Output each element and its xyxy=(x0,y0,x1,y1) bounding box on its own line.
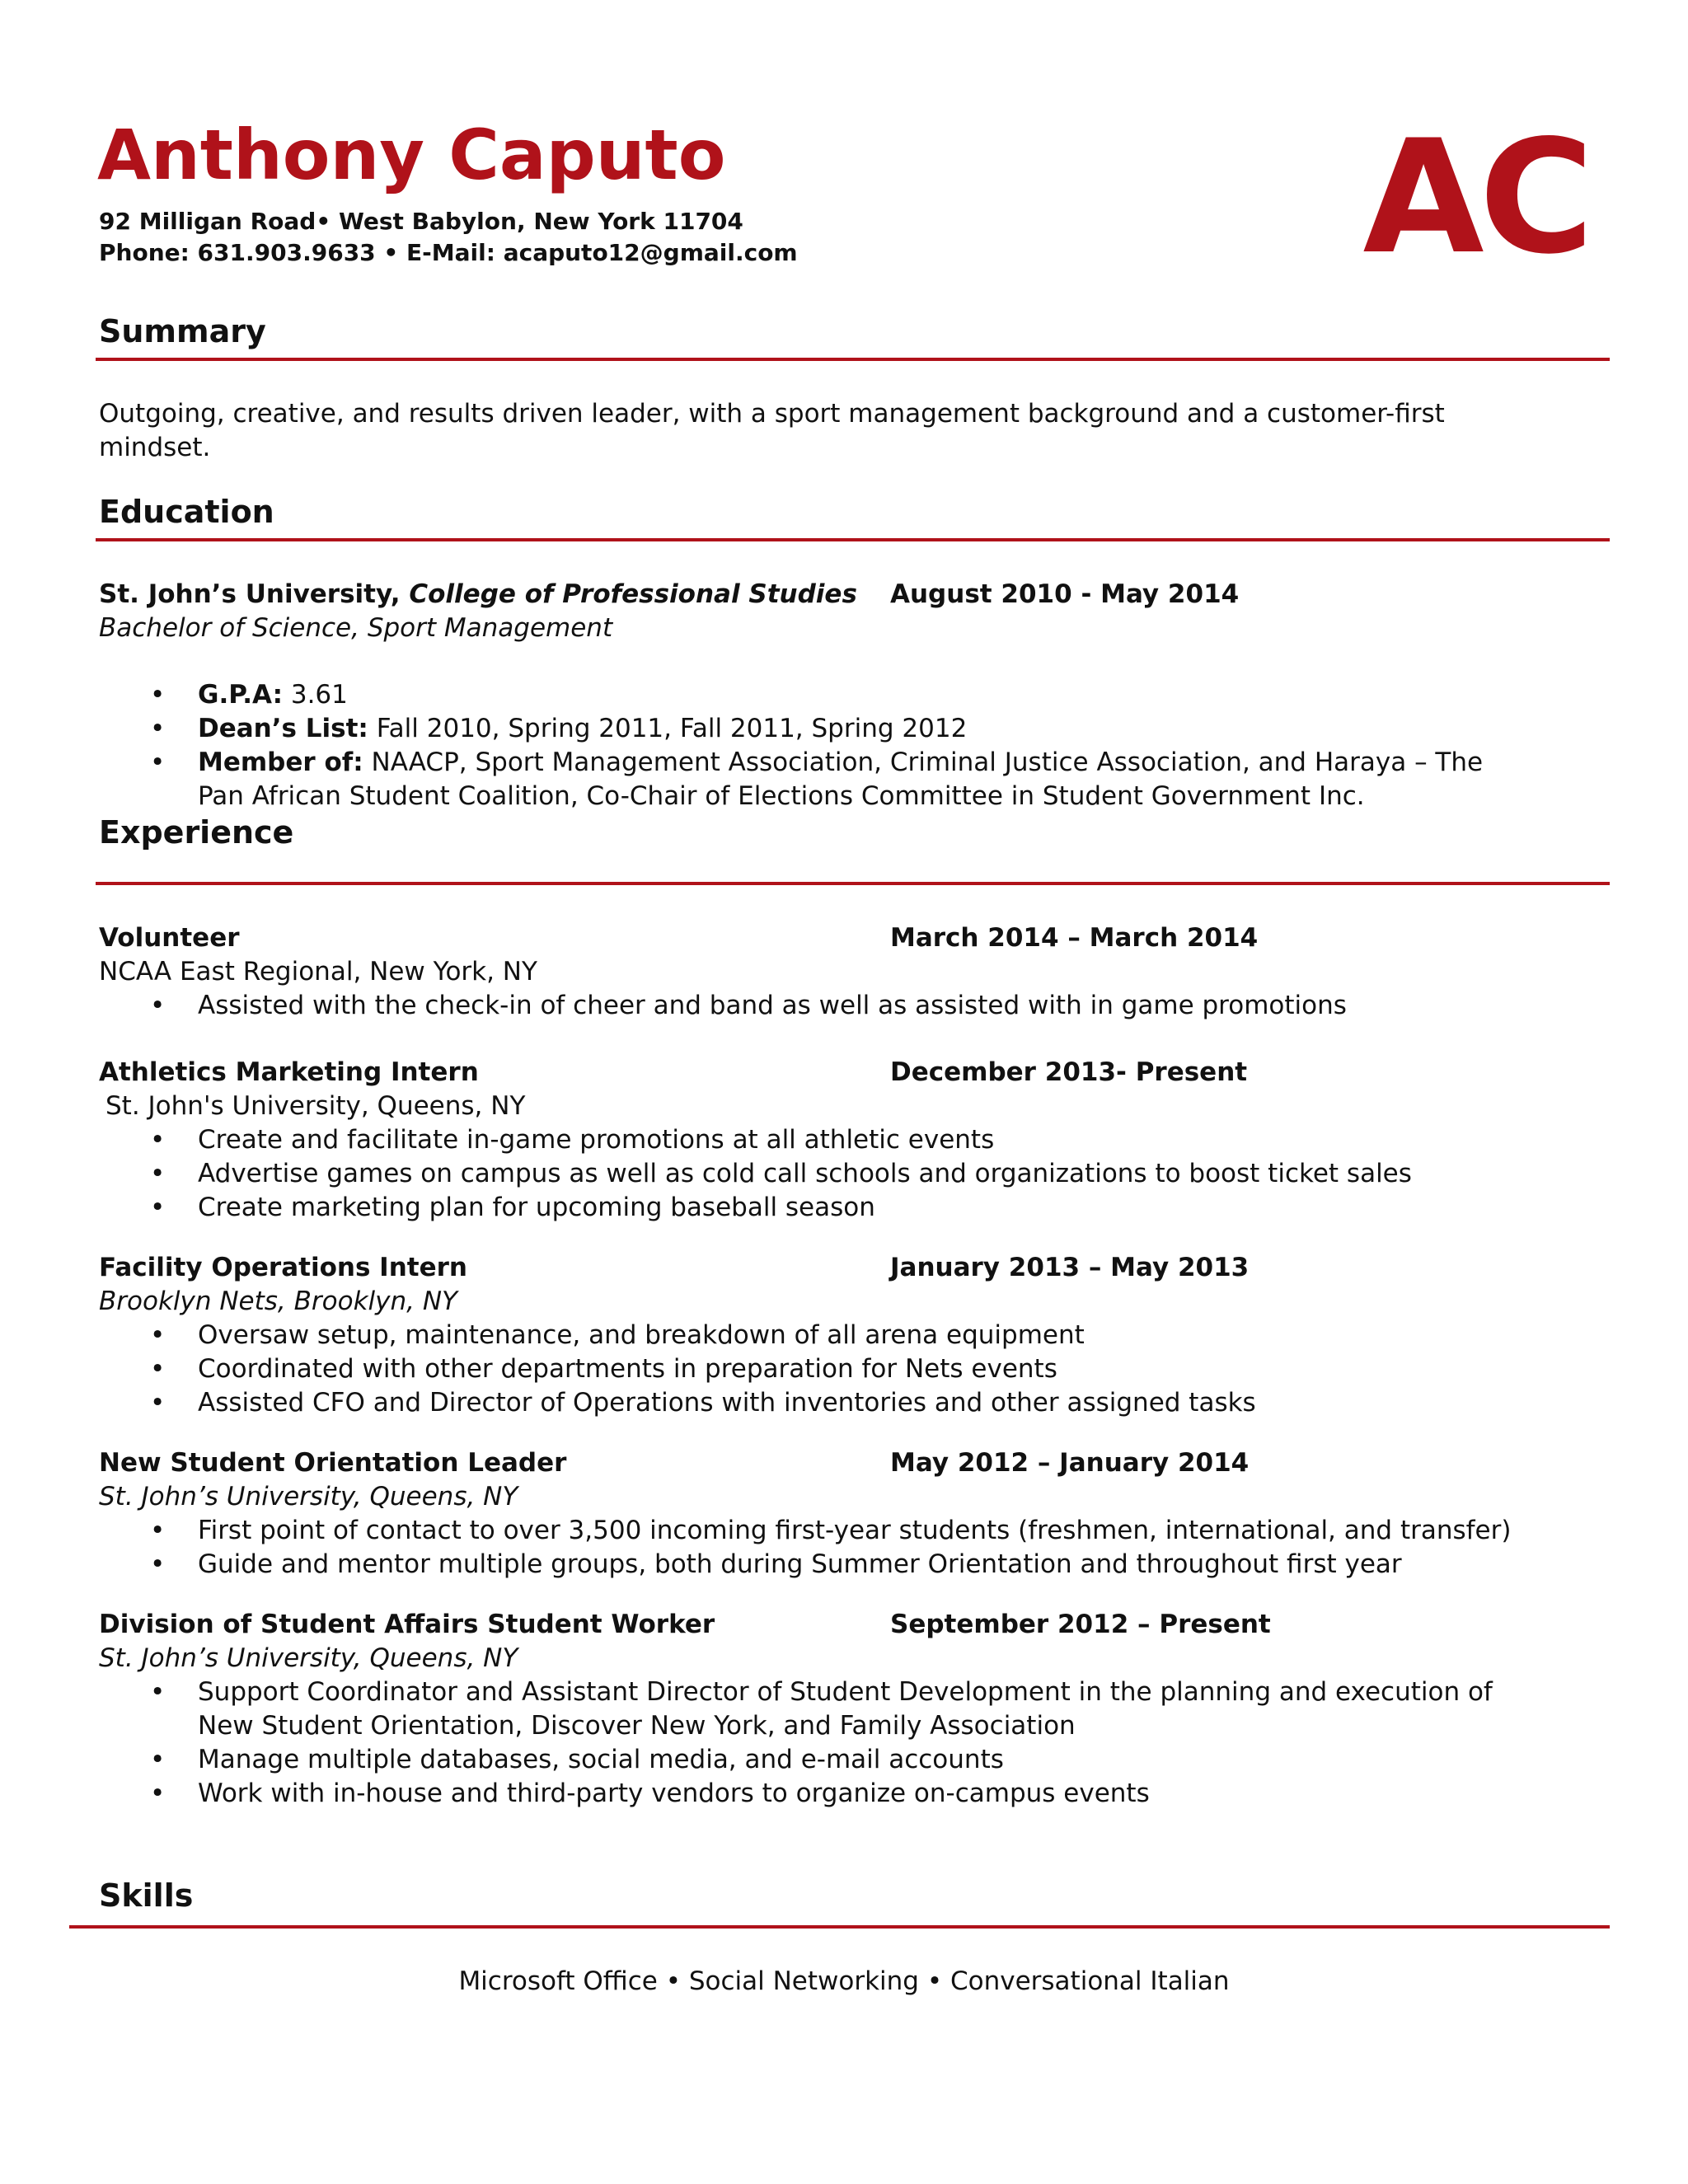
job-bullet: • Assisted with the check-in of cheer and band as well as assisted with in game promotions xyxy=(198,989,1347,1023)
member-of-value: NAACP, Sport Management Association, Criminal Justice Association, and Haraya – The xyxy=(371,748,1484,777)
job-bullets xyxy=(198,1514,1511,1582)
job-date: May 2012 – January 2014 xyxy=(890,1448,1250,1478)
member-of-continuation: Pan African Student Coalition, Co-Chair of Elections Committee in Student Government Inc. xyxy=(198,781,1365,811)
job-bullets xyxy=(198,1123,1412,1225)
summary-divider xyxy=(96,358,1610,361)
job-title: Volunteer xyxy=(99,923,240,953)
summary-heading: Summary xyxy=(99,313,266,349)
education-school xyxy=(99,578,857,612)
job-title: New Student Orientation Leader xyxy=(99,1448,567,1478)
job-date: September 2012 – Present xyxy=(890,1610,1271,1639)
job-org: St. John’s University, Queens, NY xyxy=(99,1482,518,1511)
education-divider xyxy=(96,538,1610,541)
job-title: Division of Student Affairs Student Worker xyxy=(99,1610,715,1639)
skills-list: Microsoft Office • Social Networking • Conversational Italian xyxy=(458,1966,1230,1996)
address-line: 92 Milligan Road• West Babylon, New York 11704 xyxy=(99,208,743,235)
job-bullet: • Create marketing plan for upcoming baseball season xyxy=(198,1191,1412,1225)
job-date: December 2013- Present xyxy=(890,1057,1248,1087)
job-date: March 2014 – March 2014 xyxy=(890,923,1259,953)
job-bullets xyxy=(198,1675,1493,1709)
job-date: January 2013 – May 2013 xyxy=(890,1253,1250,1282)
deans-list-item xyxy=(198,712,1483,746)
job-bullet: • Manage multiple databases, social media, and e-mail accounts xyxy=(198,1743,1150,1777)
education-bullets xyxy=(198,678,1483,780)
job-bullet: • Guide and mentor multiple groups, both during Summer Orientation and throughout first year xyxy=(198,1548,1511,1582)
deans-list-label: Dean’s List: xyxy=(198,714,368,743)
education-date: August 2010 - May 2014 xyxy=(890,579,1240,609)
gpa-value: 3.61 xyxy=(290,680,348,710)
gpa-item xyxy=(198,678,1483,712)
gpa-label: G.P.A: xyxy=(198,680,283,710)
job-bullet: • Advertise games on campus as well as cold call schools and organizations to boost ticket sales xyxy=(198,1157,1412,1191)
education-degree: Bachelor of Science, Sport Management xyxy=(99,613,613,643)
experience-heading: Experience xyxy=(99,814,294,851)
school-name: St. John’s University, xyxy=(99,579,401,609)
contact-block xyxy=(99,206,798,269)
skills-divider xyxy=(69,1925,1610,1929)
job-bullet: • Support Coordinator and Assistant Director of Student Development in the planning and execution of xyxy=(198,1675,1493,1709)
job-bullets xyxy=(198,1743,1150,1811)
monogram-logo: AC xyxy=(1362,106,1589,288)
job-bullet: • Coordinated with other departments in preparation for Nets events xyxy=(198,1352,1256,1386)
job-bullet: • Assisted CFO and Director of Operations with inventories and other assigned tasks xyxy=(198,1386,1256,1420)
member-of-label: Member of: xyxy=(198,748,363,777)
education-heading: Education xyxy=(99,494,274,530)
job-bullets xyxy=(198,1319,1256,1420)
job-org: NCAA East Regional, New York, NY xyxy=(99,957,537,987)
job-title: Facility Operations Intern xyxy=(99,1253,467,1282)
skills-heading: Skills xyxy=(99,1877,194,1914)
candidate-name: Anthony Caputo xyxy=(97,115,726,195)
job-bullets xyxy=(198,989,1347,1023)
member-of-item xyxy=(198,746,1483,780)
job-bullet-continuation: New Student Orientation, Discover New York, and Family Association xyxy=(198,1711,1076,1741)
job-org: St. John's University, Queens, NY xyxy=(106,1091,526,1121)
job-org: St. John’s University, Queens, NY xyxy=(99,1643,518,1673)
summary-line-2: mindset. xyxy=(99,433,211,462)
job-org: Brooklyn Nets, Brooklyn, NY xyxy=(99,1286,457,1316)
deans-list-value: Fall 2010, Spring 2011, Fall 2011, Spring 2012 xyxy=(376,714,968,743)
summary-line-1: Outgoing, creative, and results driven leader, with a sport management background and a customer-first xyxy=(99,399,1445,429)
job-bullet: • Work with in-house and third-party vendors to organize on-campus events xyxy=(198,1777,1150,1811)
job-title: Athletics Marketing Intern xyxy=(99,1057,479,1087)
job-bullet: • Create and facilitate in-game promotions at all athletic events xyxy=(198,1123,1412,1157)
experience-divider xyxy=(96,882,1610,885)
college-name: College of Professional Studies xyxy=(409,579,857,609)
job-bullet: • First point of contact to over 3,500 incoming first-year students (freshmen, international, and transfer) xyxy=(198,1514,1511,1548)
job-bullet: • Oversaw setup, maintenance, and breakdown of all arena equipment xyxy=(198,1319,1256,1352)
phone-email-line: Phone: 631.903.9633 • E-Mail: acaputo12@gmail.com xyxy=(99,239,798,266)
